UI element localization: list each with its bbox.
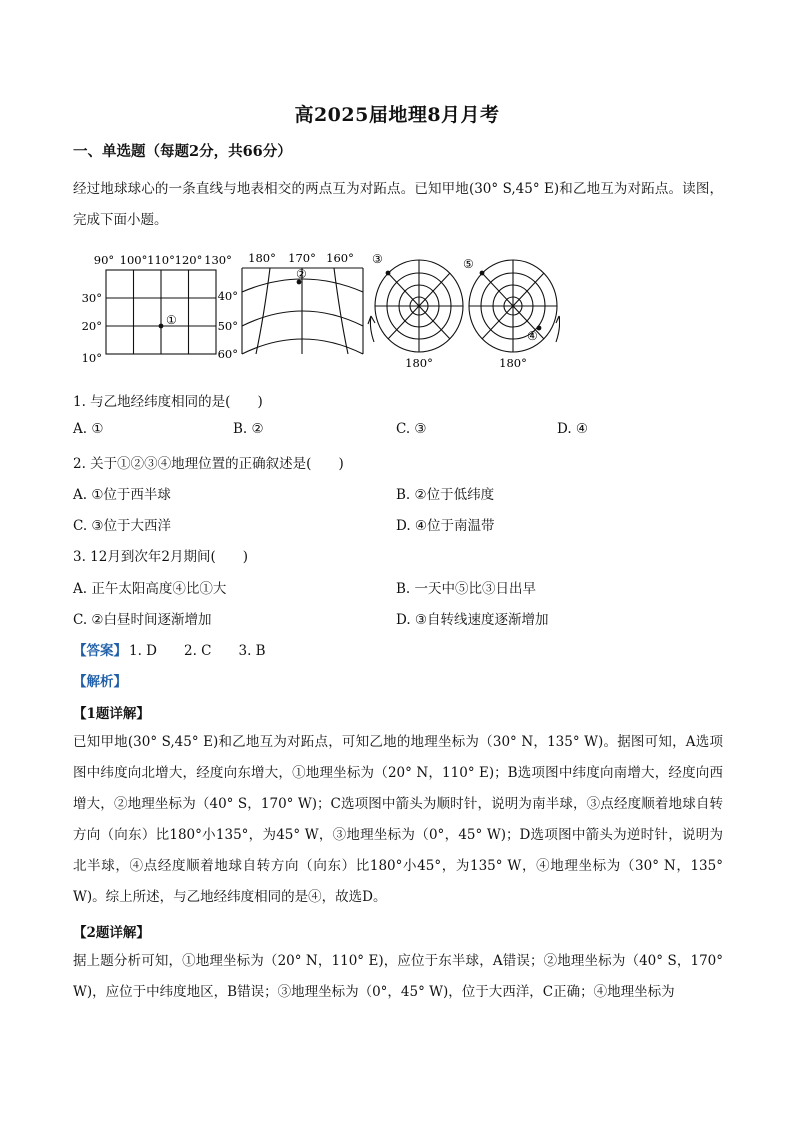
option: A. ①: [73, 421, 104, 437]
option: A. 正午太阳高度④比①大: [73, 581, 227, 597]
option: D. ④位于南温带: [396, 518, 495, 534]
option: C. ②白昼时间逐渐增加: [73, 612, 212, 628]
figure-a-left-label: 30°: [81, 291, 102, 305]
detail-2-text: 据上题分析可知，①地理坐标为（20° N，110° E)，应位于东半球，A错误；②地理坐标为（40° S，170° W)，应位于中纬度地区，B错误；③地理坐标为（0°，45° W)，位于大西洋，C正确；④地理坐标为: [73, 953, 723, 1000]
figure-b-top-label: 160°: [326, 251, 354, 265]
figure-a-top-label: 110°: [147, 253, 175, 267]
option: B. 一天中⑤比③日出早: [396, 581, 537, 597]
figure-c-point-dot: [386, 271, 391, 276]
detail-1-text: 已知甲地(30° S,45° E)和乙地互为对跖点，可知乙地的地理坐标为（30° N，135° W)。据图可知，A选项图中纬度向北增大，经度向东增大，①地理坐标为（20° N，110° E)；B选项图中纬度向南增大，经度向西增大，②地理坐标为（40° S，170° W)；C选项图中箭头为顺时针，说明为南半球，③点经度顺着地球自转方向（向东）比180°小135°，为45° W，③地理坐标为（0°，45° W)；D选项图中箭头为逆时针，说明为北半球，④点经度顺着地球自转方向（向东）比180°小45°，为135° W，④地理坐标为（30° N，135° W)。综上所述，与乙地经纬度相同的是④，故选D。: [73, 734, 723, 905]
figure-b-left-label: 40°: [217, 289, 238, 303]
option: B. ②位于低纬度: [396, 487, 495, 503]
figure-a-left-label: 20°: [81, 319, 102, 333]
figure-b-top-label: 180°: [248, 251, 276, 265]
figure-c-polar: [368, 260, 463, 352]
figure-c-bottom-label: 180°: [405, 356, 433, 370]
question-stem: 3. 12月到次年2月期间( ): [73, 549, 248, 565]
figure-d-bottom-label: 180°: [499, 356, 527, 370]
figure-b-point-label: ②: [296, 267, 307, 281]
answer-tag: 【答案】: [73, 643, 127, 659]
answer-row: [73, 639, 266, 659]
analysis-tag: 【解析】: [73, 674, 127, 690]
figure-b-top-label: 170°: [288, 251, 316, 265]
option: D. ③自转线速度逐渐增加: [396, 612, 549, 628]
option: C. ③位于大西洋: [73, 518, 172, 534]
figure-a-left-label: 10°: [81, 351, 102, 365]
figure-a-top-label: 100°: [119, 253, 148, 267]
figure-b-left-label: 60°: [217, 347, 238, 361]
figure-a-grid: [106, 270, 216, 354]
option: A. ①位于西半球: [73, 487, 171, 503]
intro-paragraph: 经过地球球心的一条直线与地表相交的两点互为对跖点。已知甲地(30° S,45° E)和乙地互为对跖点。读图，完成下面小题。: [73, 181, 723, 228]
figure-a-point-dot: [159, 324, 164, 329]
figure-maps: [80, 246, 560, 374]
question-stem: 2. 关于①②③④地理位置的正确叙述是( ): [73, 456, 344, 472]
figure-d-point-bottom-label: ④: [527, 329, 538, 343]
detail-1-tag: 【1题详解】: [73, 706, 150, 722]
figure-c-point-label: ③: [372, 252, 383, 266]
option: C. ③: [396, 421, 427, 437]
figure-d-point-top-label: ⑤: [463, 257, 474, 271]
figure-a-top-label: 120°: [174, 253, 203, 267]
figure-d-point-top-dot: [480, 271, 485, 276]
figure-b-left-label: 50°: [217, 319, 238, 333]
detail-2-tag: 【2题详解】: [73, 925, 150, 941]
figure-a-top-label: 130°: [204, 253, 232, 267]
option: D. ④: [557, 421, 589, 437]
answer-values: 1. D 2. C 3. B: [129, 643, 266, 659]
option: B. ②: [233, 421, 264, 437]
figure-a-top-label: 90°: [93, 253, 115, 267]
section-heading: 一、单选题（每题2分，共66分）: [73, 143, 292, 160]
page-title: 高2025届地理8月月考: [294, 104, 500, 126]
figure-a-point-label: ①: [166, 313, 177, 327]
question-stem: 1. 与乙地经纬度相同的是( ): [73, 394, 263, 410]
